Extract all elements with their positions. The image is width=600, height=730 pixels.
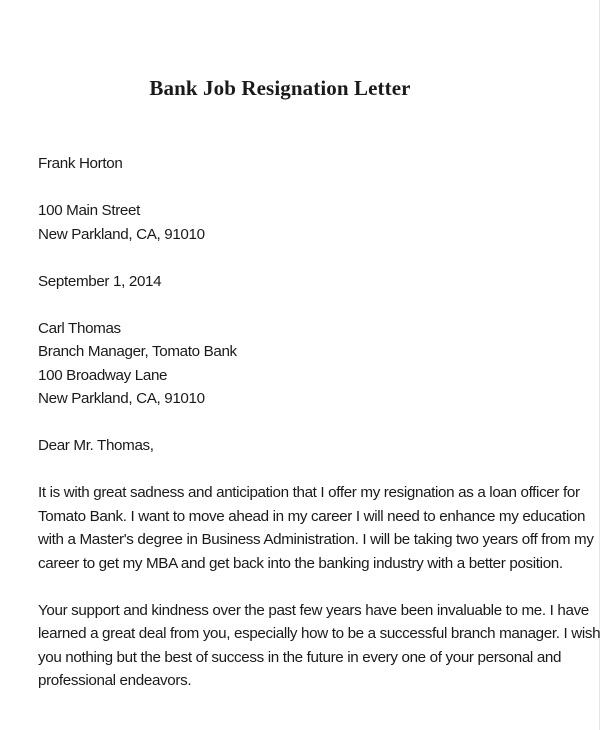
salutation: Dear Mr. Thomas,: [38, 437, 154, 454]
paragraph-2: [38, 599, 600, 693]
letter-date: September 1, 2014: [38, 272, 162, 290]
recipient-city: New Parkland, CA, 91010: [38, 390, 205, 407]
recipient-name: Carl Thomas: [38, 319, 121, 337]
paragraph-1: [38, 481, 594, 575]
sender-city: New Parkland, CA, 91010: [38, 225, 205, 243]
paragraph-line: Your support and kindness over the past few years have been invaluable to me. I have: [38, 601, 589, 619]
paragraph-line: professional endeavors.: [38, 672, 192, 689]
paragraph-line: career to get my MBA and get back into the banking industry with a better position.: [38, 554, 563, 572]
sender-name: Frank Horton: [38, 155, 123, 172]
letter-body: [38, 152, 600, 693]
paragraph-line: Tomato Bank. I want to move ahead in my career I will need to enhance my education: [38, 507, 586, 525]
paragraph-line: learned a great deal from you, especially how to be a successful branch manager. I wish: [38, 625, 600, 642]
recipient-position: Branch Manager, Tomato Bank: [38, 343, 237, 360]
letter-title: Bank Job Resignation Letter: [149, 76, 411, 100]
sender-street: 100 Main Street: [38, 202, 140, 219]
recipient-street: 100 Broadway Lane: [38, 366, 168, 384]
paragraph-line: It is with great sadness and anticipation that I offer my resignation as a loan officer for: [38, 484, 580, 501]
paragraph-line: you nothing but the best of success in the future in every one of your personal and: [38, 648, 562, 666]
paragraph-line: with a Master's degree in Business Administration. I will be taking two years off from my: [38, 531, 594, 548]
